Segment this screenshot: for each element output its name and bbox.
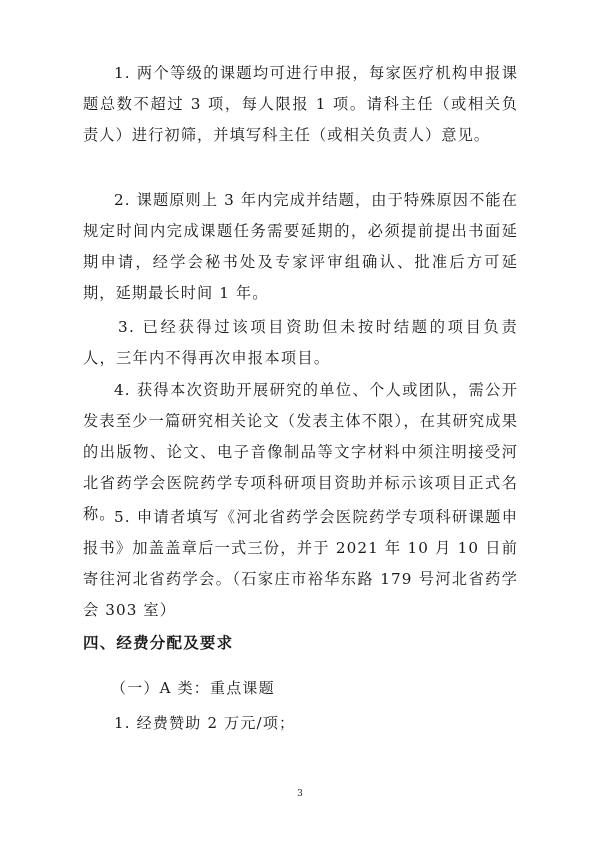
paragraph-4: 4. 获得本次资助开展研究的单位、个人或团队，需公开发表至少一篇研究相关论文（发表主体不限），在其研究成果的出版物、论文、电子音像制品等文字材料中须注明接受河北省药学会医院药学专项科研项目资助并标示该项目正式名称。 <box>83 381 518 523</box>
paragraph-2: 2. 课题原则上 3 年内完成并结题，由于特殊原因不能在规定时间内完成课题任务需要延期的，必须提前提出书面延期申请，经学会秘书处及专家评审组确认、批准后方可延期，延期最长时间 1 年。 <box>83 191 518 302</box>
page-number: 3 <box>297 789 303 799</box>
paragraph-3: 3. 已经获得过该项目资助但未按时结题的项目负责人，三年内不得再次申报本项目。 <box>83 318 518 367</box>
list-item: 1. 经费赞助 2 万元/项； <box>114 714 296 732</box>
section-heading: 四、经费分配及要求 <box>83 634 234 652</box>
subsection-heading: （一）A 类：重点课题 <box>111 679 275 697</box>
paragraph-5: 5. 申请者填写《河北省药学会医院药学专项科研课题申报书》加盖盖章后一式三份，并于 2021 年 10 月 10 日前寄往河北省药学会。（石家庄市裕华东路 179 号河北省药学会 303 室） <box>83 508 518 619</box>
paragraph-1: 1. 两个等级的课题均可进行申报，每家医疗机构申报课题总数不超过 3 项，每人限报 1 项。请科主任（或相关负责人）进行初筛，并填写科主任（或相关负责人）意见。 <box>83 64 518 144</box>
